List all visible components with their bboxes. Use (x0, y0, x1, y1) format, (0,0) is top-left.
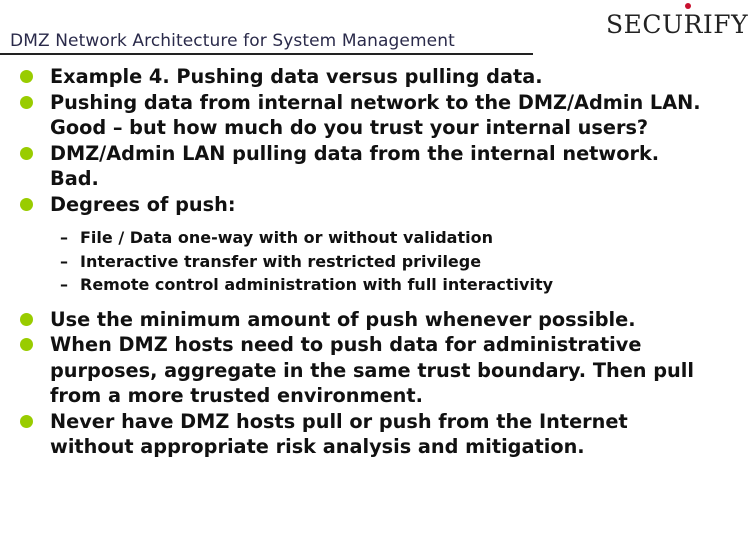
bullet-text: DMZ/Admin LAN pulling data from the internal network. Bad. (50, 141, 660, 190)
sub-bullet-item-1 (60, 226, 708, 250)
bullet-item-6 (18, 332, 708, 409)
bullet-text: Degrees of push: (50, 192, 236, 216)
title-divider (0, 53, 533, 55)
bullet-item-2 (18, 90, 708, 141)
slide-title: DMZ Network Architecture for System Management (10, 31, 455, 51)
dash-icon: – (60, 275, 68, 294)
logo-text: SECURIFY (606, 10, 748, 39)
sub-bullet-item-2 (60, 250, 708, 274)
logo-accent-dot (685, 3, 691, 9)
sub-bullet-text: Interactive transfer with restricted privilege (80, 251, 482, 271)
bullet-text: Use the minimum amount of push whenever possible. (50, 307, 636, 331)
bullet-dot-icon (20, 198, 33, 211)
bullet-item-7 (18, 409, 708, 460)
sub-bullet-list (60, 226, 708, 297)
bullet-dot-icon (20, 313, 33, 326)
bullet-dot-icon (20, 338, 33, 351)
bullet-text: When DMZ hosts need to push data for administrative purposes, aggregate in the same trust boundary. Then pull from a more trusted environment. (50, 333, 694, 407)
sub-bullet-text: Remote control administration with full interactivity (80, 275, 554, 294)
dash-icon: – (60, 251, 68, 271)
bullet-item-4 (18, 192, 708, 218)
bullet-text: Never have DMZ hosts pull or push from the Internet without appropriate risk analysis and mitigation. (50, 409, 628, 458)
bullet-dot-icon (20, 70, 33, 83)
bullet-item-1 (18, 64, 708, 90)
securify-logo (606, 10, 748, 39)
bullet-text: Pushing data from internal network to the DMZ/Admin LAN. Good – but how much do you trust your internal users? (50, 90, 701, 139)
dash-icon: – (60, 228, 68, 247)
bullet-dot-icon (20, 96, 33, 109)
sub-bullet-item-3 (60, 273, 708, 297)
bullet-dot-icon (20, 415, 33, 428)
bullet-item-3 (18, 141, 708, 192)
bullet-dot-icon (20, 147, 33, 160)
bullet-text: Example 4. Pushing data versus pulling data. (50, 65, 543, 88)
sub-bullet-text: File / Data one-way with or without validation (80, 228, 493, 247)
bullet-item-5 (18, 307, 708, 333)
bullet-list (18, 64, 708, 460)
